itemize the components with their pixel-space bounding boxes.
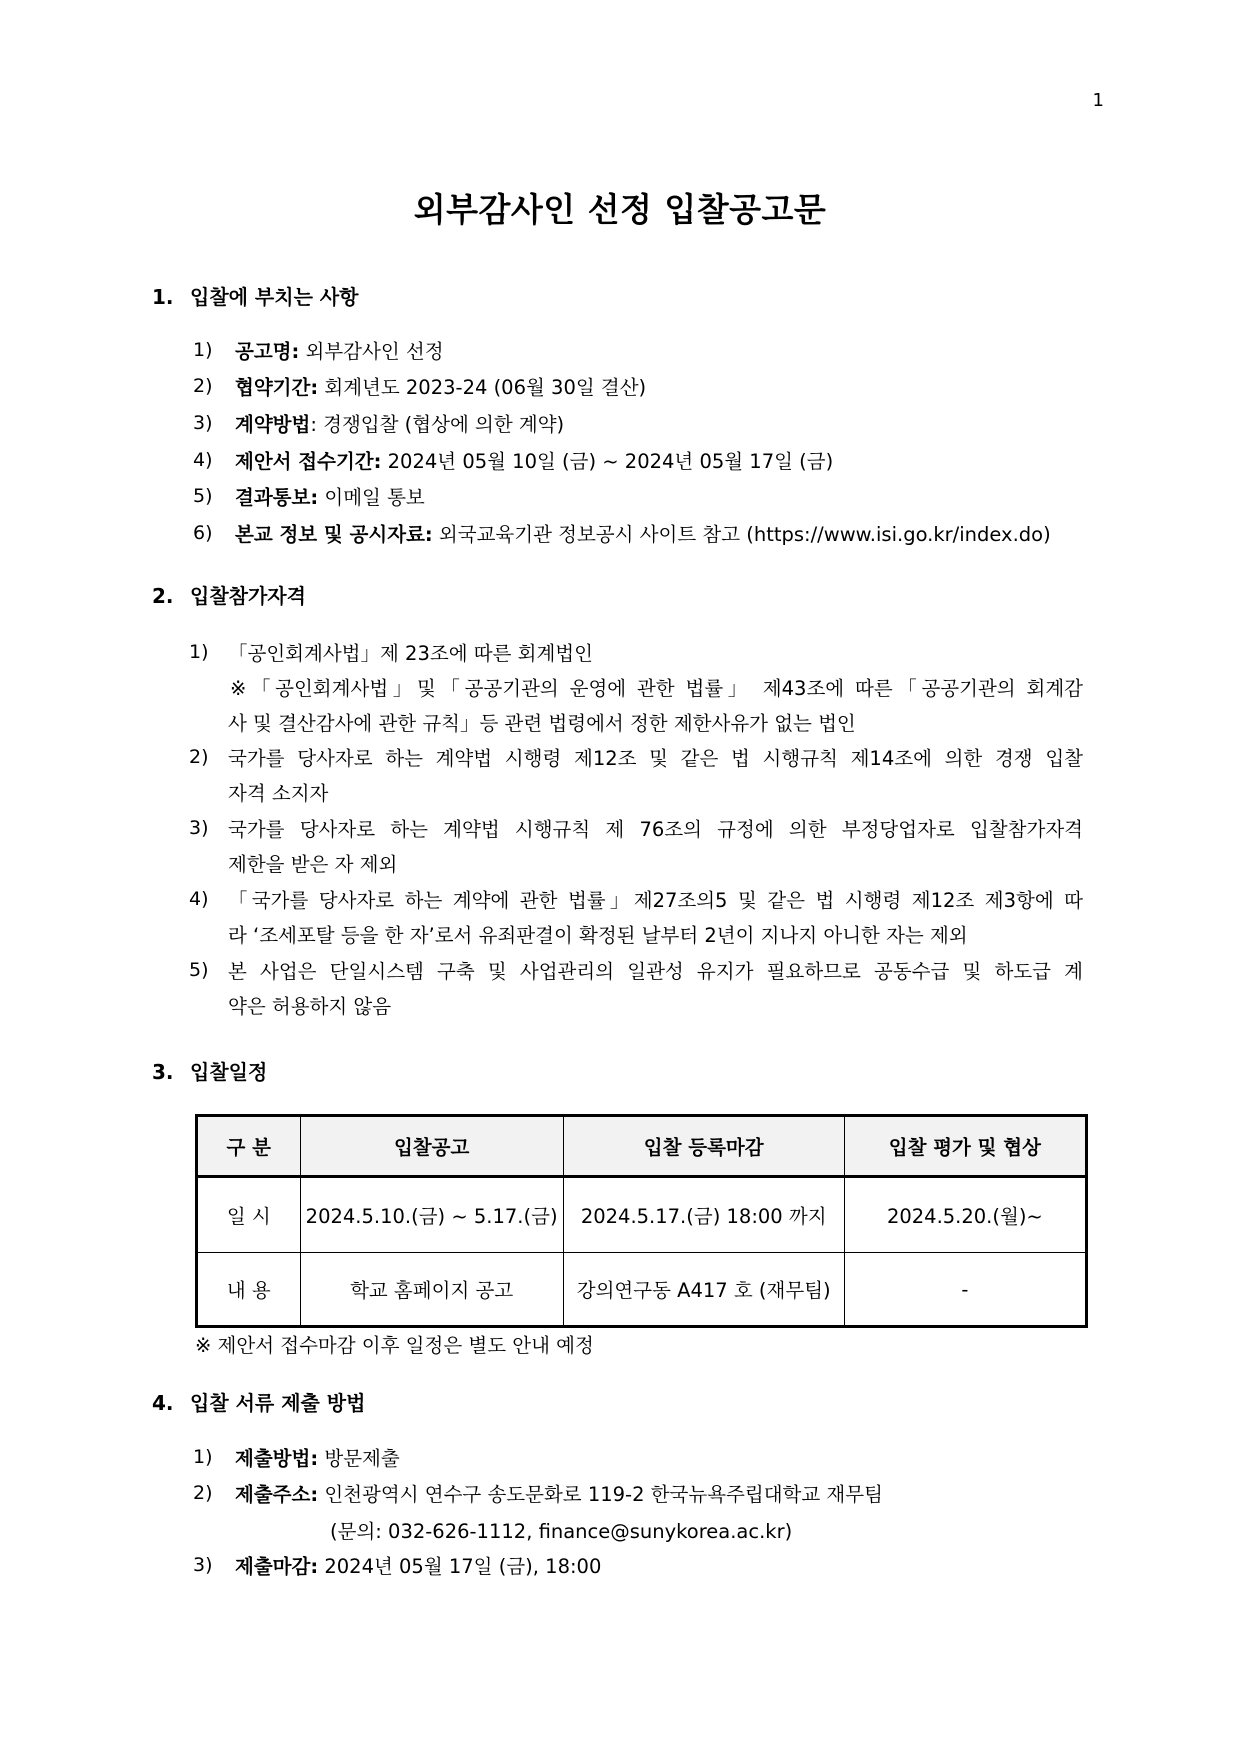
item-value: 외부감사인 선정 bbox=[299, 340, 444, 363]
item-number: 1) bbox=[189, 641, 209, 663]
section-1-heading bbox=[152, 281, 359, 310]
table-cell: 일 시 bbox=[197, 1177, 301, 1253]
item-number: 2) bbox=[193, 375, 213, 397]
table-cell: 2024.5.17.(금) 18:00 까지 bbox=[563, 1177, 844, 1253]
item-label: 제출방법: bbox=[235, 1447, 319, 1470]
item-text: 약은 허용하지 않음 bbox=[228, 995, 392, 1018]
item-text bbox=[235, 409, 564, 437]
item-text: 「공인회계사법」제 23조에 따른 회계법인 bbox=[228, 642, 593, 665]
item-label: 결과통보: bbox=[235, 486, 319, 509]
section-number: 2. bbox=[152, 584, 174, 608]
table-cell: - bbox=[844, 1253, 1086, 1327]
schedule-note: ※ 제안서 접수마감 이후 일정은 별도 안내 예정 bbox=[195, 1334, 594, 1357]
item-number: 6) bbox=[193, 522, 213, 544]
item-value: 2024년 05월 17일 (금), 18:00 bbox=[318, 1555, 602, 1578]
item-label: 본교 정보 및 공시자료: bbox=[235, 523, 433, 546]
document-title: 외부감사인 선정 입찰공고문 bbox=[413, 190, 827, 229]
section-4-heading bbox=[152, 1387, 365, 1416]
schedule-table bbox=[195, 1114, 1088, 1328]
table-header-cell: 입찰 평가 및 협상 bbox=[844, 1116, 1086, 1177]
section-2-heading bbox=[152, 580, 306, 609]
table-cell: 학교 홈페이지 공고 bbox=[300, 1253, 563, 1327]
item-text: 국가를 당사자로 하는 계약법 시행규칙 제 76조의 규정에 의한 부정당업자로 입찰참가자격 bbox=[228, 818, 1083, 841]
item-value: 방문제출 bbox=[318, 1447, 400, 1470]
section-title: 입찰에 부치는 사항 bbox=[190, 285, 359, 309]
item-value: 인천광역시 연수구 송도문화로 119-2 한국뉴욕주립대학교 재무팀 bbox=[318, 1483, 883, 1506]
item-value: 회계년도 2023-24 (06월 30일 결산) bbox=[318, 376, 647, 399]
item-label: 제출마감: bbox=[235, 1555, 319, 1578]
table-header-row bbox=[197, 1116, 1087, 1177]
item-number: 4) bbox=[189, 888, 209, 910]
section-number: 4. bbox=[152, 1391, 174, 1415]
table-header-cell: 구 분 bbox=[197, 1116, 301, 1177]
section-number: 1. bbox=[152, 285, 174, 309]
item-text: (문의: 032-626-1112, finance@sunykorea.ac.kr) bbox=[330, 1520, 793, 1543]
item-value: : 경쟁입찰 (협상에 의한 계약) bbox=[310, 413, 565, 436]
table-row bbox=[197, 1253, 1087, 1327]
item-label: 공고명: bbox=[235, 340, 300, 363]
item-text bbox=[235, 519, 1051, 547]
table-cell: 2024.5.20.(월)~ bbox=[844, 1177, 1086, 1253]
item-text bbox=[235, 1551, 601, 1579]
item-text: 자격 소지자 bbox=[228, 782, 329, 805]
item-number: 3) bbox=[193, 1554, 213, 1576]
section-title: 입찰참가자격 bbox=[190, 584, 306, 608]
page-number: 1 bbox=[1092, 90, 1104, 111]
item-text: ※「공인회계사법」및「공공기관의 운영에 관한 법률」 제43조에 따른「공공기관의 회계감 bbox=[230, 677, 1083, 700]
item-number: 3) bbox=[193, 412, 213, 434]
item-number: 2) bbox=[193, 1482, 213, 1504]
table-row bbox=[197, 1177, 1087, 1253]
item-text: 국가를 당사자로 하는 계약법 시행령 제12조 및 같은 법 시행규칙 제14조에 의한 경쟁 입찰 bbox=[228, 747, 1083, 770]
item-label: 제안서 접수기간: bbox=[235, 450, 382, 473]
item-number: 5) bbox=[189, 959, 209, 981]
item-text bbox=[235, 1443, 400, 1471]
item-number: 1) bbox=[193, 339, 213, 361]
table-cell: 강의연구동 A417 호 (재무팀) bbox=[563, 1253, 844, 1327]
item-text: 라 ‘조세포탈 등을 한 자’로서 유죄판결이 확정된 날부터 2년이 지나지 아니한 자는 제외 bbox=[228, 924, 968, 947]
table-cell: 2024.5.10.(금) ~ 5.17.(금) bbox=[300, 1177, 563, 1253]
item-text bbox=[235, 1479, 883, 1507]
item-label: 제출주소: bbox=[235, 1483, 319, 1506]
item-value: 외국교육기관 정보공시 사이트 참고 (https://www.isi.go.kr/index.do) bbox=[432, 523, 1051, 546]
item-number: 2) bbox=[189, 746, 209, 768]
item-text: 제한을 받은 자 제외 bbox=[228, 853, 398, 876]
item-number: 3) bbox=[189, 817, 209, 839]
item-label: 계약방법 bbox=[235, 413, 311, 436]
item-number: 1) bbox=[193, 1446, 213, 1468]
item-text: 사 및 결산감사에 관한 규칙」등 관련 법령에서 정한 제한사유가 없는 법인 bbox=[228, 712, 856, 735]
item-text bbox=[235, 482, 425, 510]
table-header-cell: 입찰 등록마감 bbox=[563, 1116, 844, 1177]
item-number: 4) bbox=[193, 449, 213, 471]
item-value: 2024년 05월 10일 (금) ~ 2024년 05월 17일 (금) bbox=[381, 450, 834, 473]
section-number: 3. bbox=[152, 1060, 174, 1084]
item-value: 이메일 통보 bbox=[318, 486, 425, 509]
section-title: 입찰일정 bbox=[190, 1060, 268, 1084]
table-cell: 내 용 bbox=[197, 1253, 301, 1327]
table-header-cell: 입찰공고 bbox=[300, 1116, 563, 1177]
item-text bbox=[235, 372, 646, 400]
item-number: 5) bbox=[193, 485, 213, 507]
item-text bbox=[235, 446, 833, 474]
section-3-heading bbox=[152, 1056, 267, 1085]
item-text bbox=[235, 336, 444, 364]
item-text: 「국가를 당사자로 하는 계약에 관한 법률」제27조의5 및 같은 법 시행령 제12조 제3항에 따 bbox=[228, 889, 1083, 912]
item-text: 본 사업은 단일시스템 구축 및 사업관리의 일관성 유지가 필요하므로 공동수급 및 하도급 계 bbox=[228, 960, 1083, 983]
section-title: 입찰 서류 제출 방법 bbox=[190, 1391, 366, 1415]
item-label: 협약기간: bbox=[235, 376, 319, 399]
